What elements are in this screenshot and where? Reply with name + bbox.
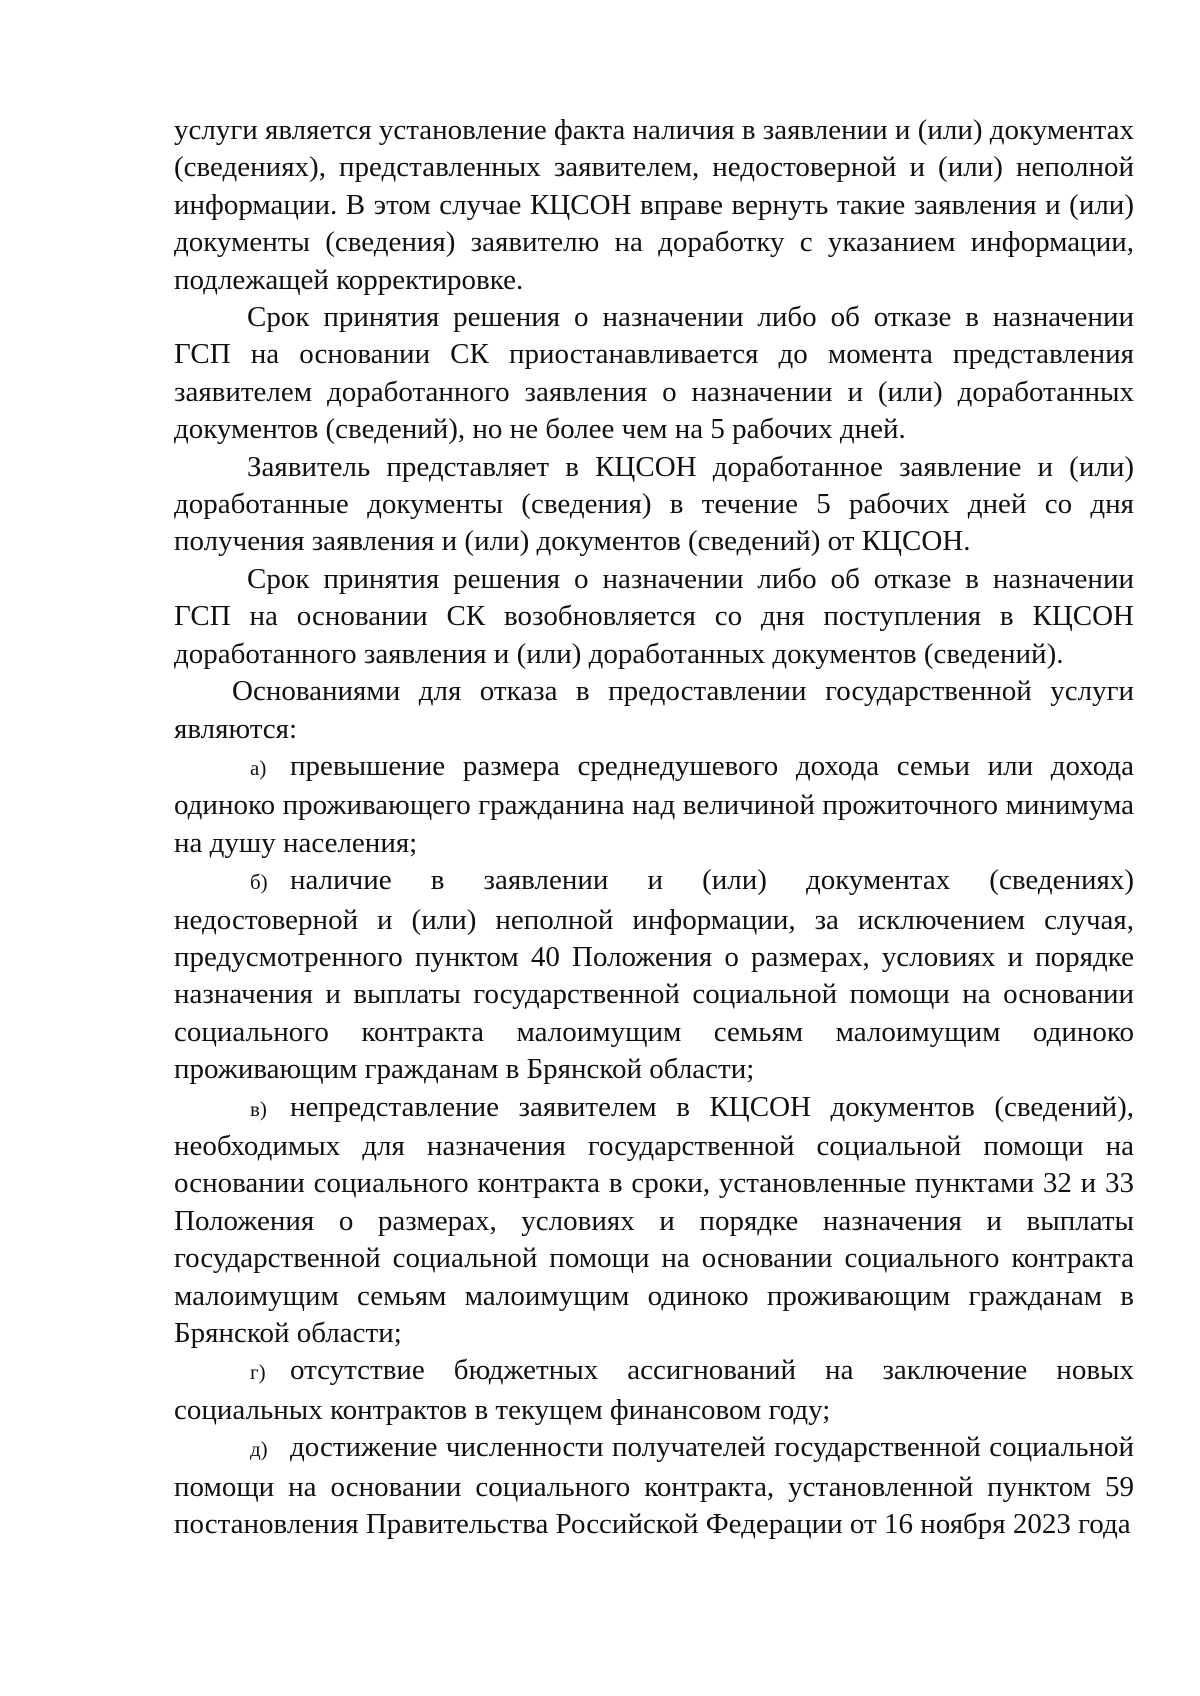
paragraph-suspension-term: Срок принятия решения о назначении либо об отказе в назначении ГСП на основании СК приостанавливается до момента представления заявителем доработанного заявления о назначении и (или) доработанных документов (сведений), но не более чем на 5 рабочих дней. [174,301,1134,446]
list-item [174,862,1134,1088]
list-item [174,748,1134,862]
paragraph-refusal-grounds-intro: Основаниями для отказа в предоставлении государственной услуги являются: [174,675,1134,745]
list-item-marker: б) [250,870,268,895]
list-item-marker: а) [250,755,267,780]
list-item-marker: д) [250,1437,268,1462]
list-item [174,1429,1134,1543]
paragraph-resumption-term: Срок принятия решения о назначении либо об отказе в назначении ГСП на основании СК возобновляется со дня поступления в КЦСОН доработанного заявления и (или) доработанных документов (сведений). [174,562,1134,670]
list-item-marker: г) [250,1360,266,1385]
list-item-marker: в) [250,1096,267,1121]
list-item-text: достижение численности получателей государственной социальной помощи на основании социального контракта, установленной пунктом 59 постановления Правительства Российской Федерации от 16 ноября 2023 года [174,1431,1134,1541]
document-page [174,112,1134,1543]
list-item [174,1352,1134,1429]
paragraph-applicant-submission: Заявитель представляет в КЦСОН доработанное заявление и (или) доработанные документы (сведения) в течение 5 рабочих дней со дня получения заявления и (или) документов (сведений) от КЦСОН. [174,450,1134,558]
list-item-text: наличие в заявлении и (или) документах (сведениях) недостоверной и (или) неполной информации, за исключением случая, предусмотренного пунктом 40 Положения о размерах, условиях и порядке назначения и выплаты государственной социальной помощи на основании социального контракта малоимущим семьям малоимущим одиноко проживающим гражданам в Брянской области; [174,864,1134,1086]
list-item-text: непредставление заявителем в КЦСОН документов (сведений), необходимых для назначения государственной социальной помощи на основании социального контракта в сроки, установленные пунктами 32 и 33 Положения о размерах, условиях и порядке назначения и выплаты государственной социальной помощи на основании социального контракта малоимущим семьям малоимущим одиноко проживающим гражданам в Брянской области; [174,1090,1134,1349]
list-item [174,1089,1134,1353]
paragraph-continuation: услуги является установление факта наличия в заявлении и (или) документах (сведениях), представленных заявителем, недостоверной и (или) неполной информации. В этом случае КЦСОН вправе вернуть такие заявления и (или) документы (сведения) заявителю на доработку с указанием информации, подлежащей корректировке. [174,114,1134,296]
list-item-text: превышение размера среднедушевого дохода семьи или дохода одиноко проживающего гражданина над величиной прожиточного минимума на душу населения; [174,749,1134,859]
list-item-text: отсутствие бюджетных ассигнований на заключение новых социальных контрактов в текущем финансовом году; [174,1354,1134,1426]
